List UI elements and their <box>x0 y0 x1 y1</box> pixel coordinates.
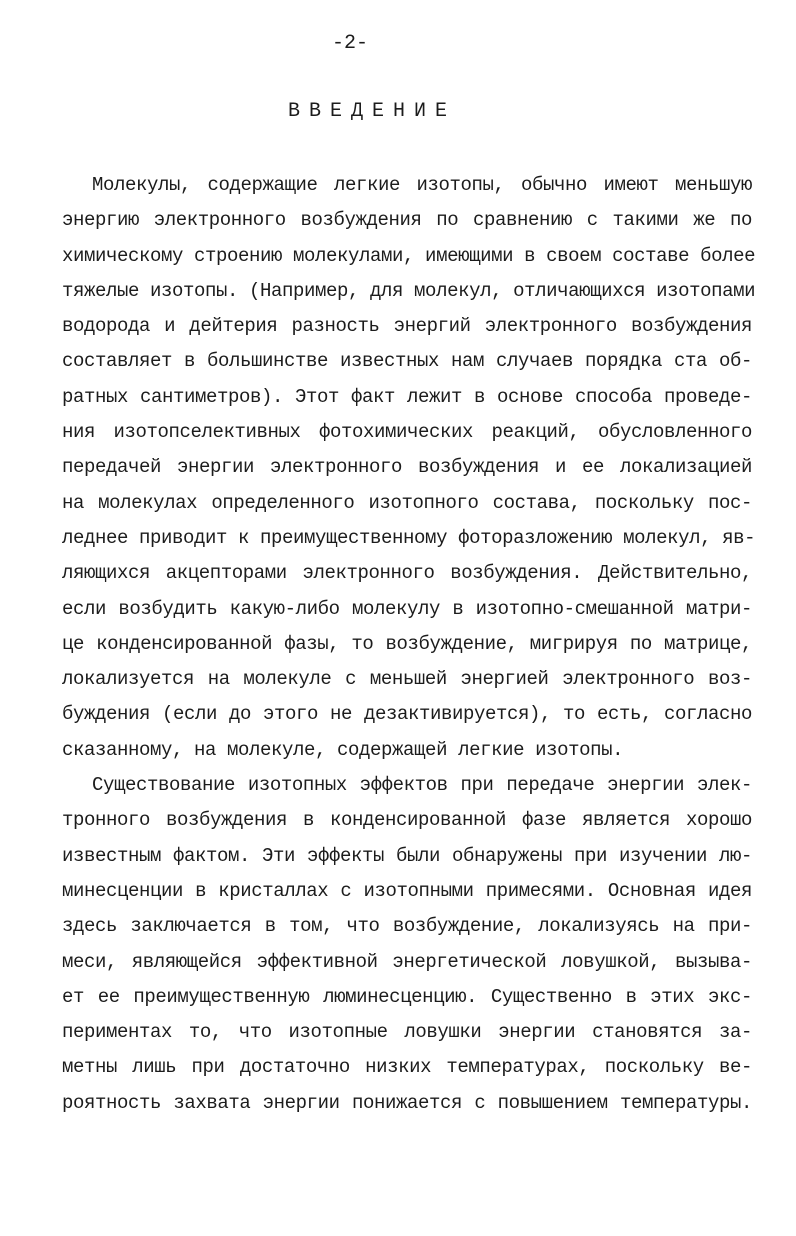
text-line: ляющихся акцепторами электронного возбуждения. Действительно, <box>62 562 752 585</box>
page-number: -2- <box>331 32 368 55</box>
text-line: периментах то, что изотопные ловушки энергии становятся за- <box>62 1021 752 1044</box>
text-line: це конденсированной фазы, то возбуждение, мигрируя по матрице, <box>62 632 752 655</box>
text-line: буждения (если до этого не дезактивируется), то есть, согласно <box>62 703 752 726</box>
text-line: водорода и дейтерия разность энергий электронного возбуждения <box>62 315 752 338</box>
text-line: сказанному, на молекуле, содержащей легкие изотопы. <box>62 738 624 761</box>
text-line: химическому строению молекулами, имеющими в своем составе более <box>62 244 756 267</box>
text-line: тяжелые изотопы. (Например, для молекул, отличающихся изотопами <box>62 279 756 302</box>
text-line: ет ее преимущественную люминесценцию. Существенно в этих экс- <box>62 985 752 1008</box>
text-line: роятность захвата энергии понижается с повышением температуры. <box>62 1091 752 1114</box>
text-line: ратных сантиметров). Этот факт лежит в основе способа проведе- <box>62 385 752 408</box>
text-line: передачей энергии электронного возбуждения и ее локализацией <box>62 456 752 479</box>
section-heading: ВВЕДЕНИЕ <box>287 100 456 123</box>
body-text <box>62 168 756 1121</box>
text-line: локализуется на молекуле с меньшей энергией электронного воз- <box>62 668 752 691</box>
text-line: ния изотопселективных фотохимических реакций, обусловленного <box>62 421 752 444</box>
text-line: здесь заключается в том, что возбуждение, локализуясь на при- <box>62 915 752 938</box>
text-line: метны лишь при достаточно низких температурах, поскольку ве- <box>62 1056 752 1079</box>
text-line: известным фактом. Эти эффекты были обнаружены при изучении лю- <box>62 844 752 867</box>
text-line: леднее приводит к преимущественному фоторазложению молекул, яв- <box>62 526 756 549</box>
text-line: составляет в большинстве известных нам случаев порядка ста об- <box>62 350 752 373</box>
text-line: минесценции в кристаллах с изотопными примесями. Основная идея <box>62 879 752 902</box>
text-line: Молекулы, содержащие легкие изотопы, обычно имеют меньшую <box>92 174 752 196</box>
paragraph <box>62 768 752 1121</box>
text-line: тронного возбуждения в конденсированной фазе является хорошо <box>62 809 752 832</box>
paragraph <box>62 168 756 768</box>
text-line: меси, являющейся эффективной энергетической ловушкой, вызыва- <box>62 950 752 973</box>
text-line: Существование изотопных эффектов при передаче энергии элек- <box>92 774 752 797</box>
text-line: энергию электронного возбуждения по сравнению с такими же по <box>62 209 752 232</box>
text-line: если возбудить какую-либо молекулу в изотопно-смешанной матри- <box>62 597 752 620</box>
text-line: на молекулах определенного изотопного состава, поскольку пос- <box>62 491 752 514</box>
